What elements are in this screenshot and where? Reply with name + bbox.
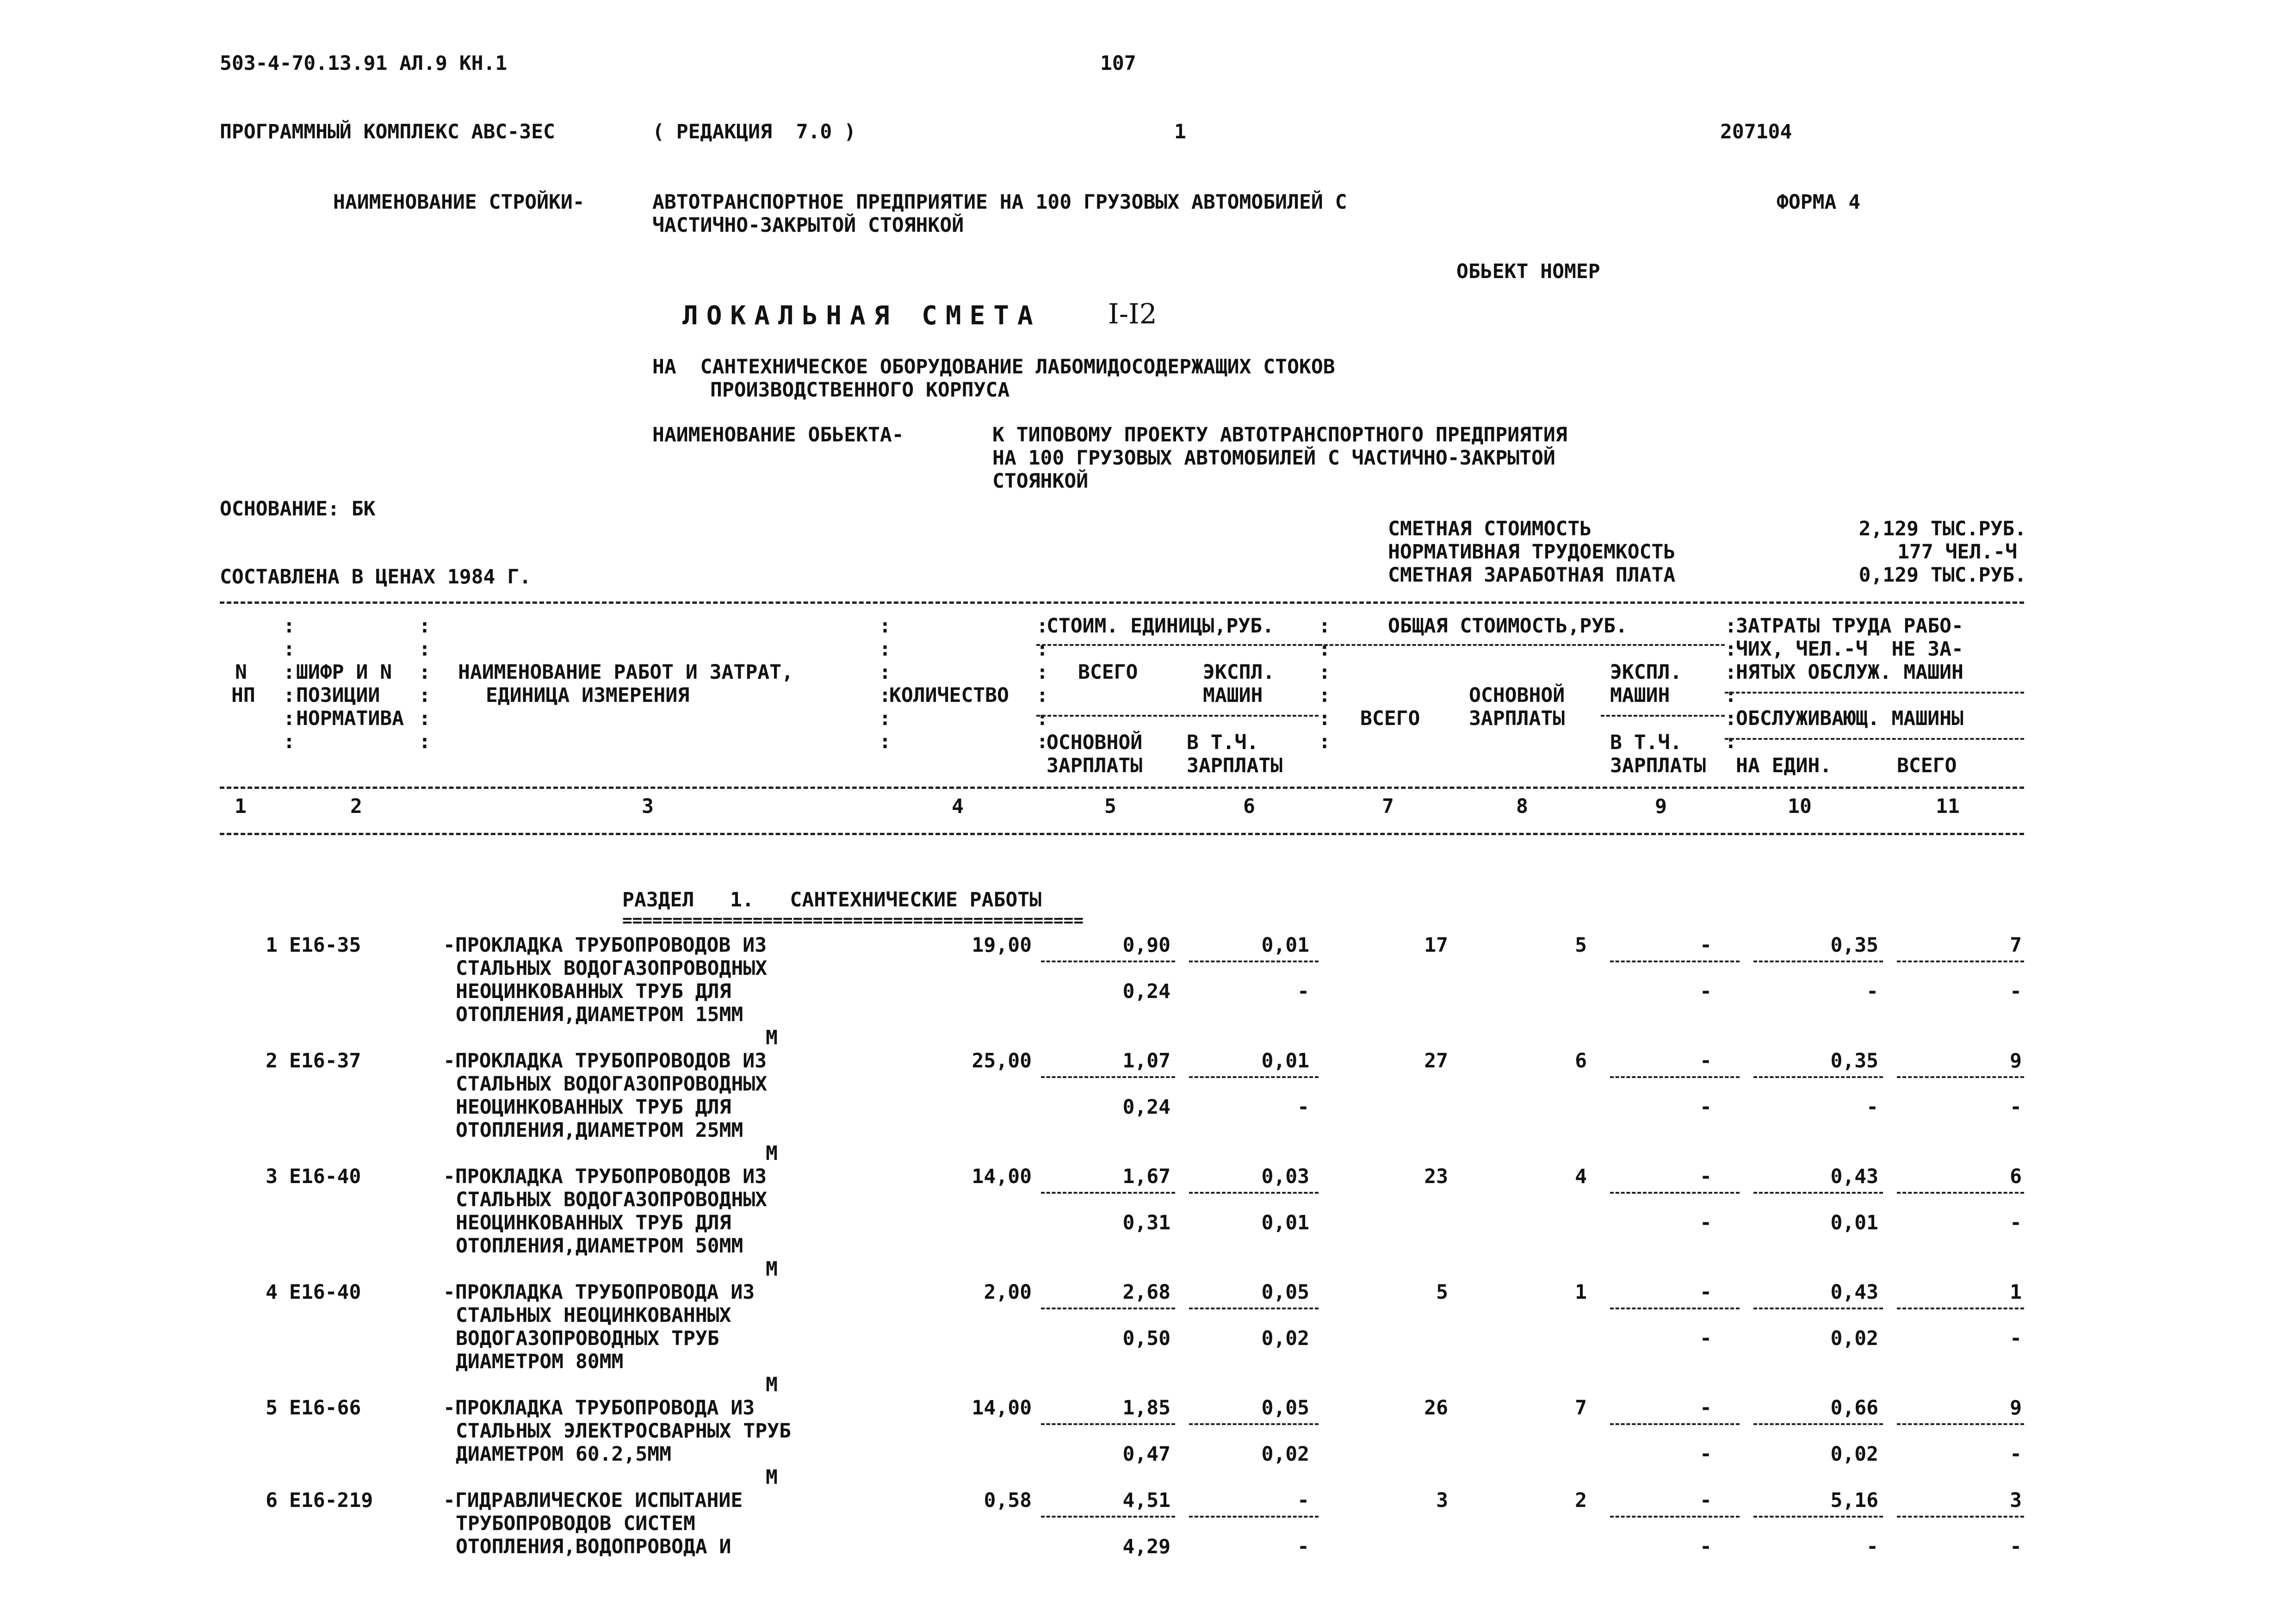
row-unit: М xyxy=(766,1373,778,1396)
row-labor-rule xyxy=(1753,1192,1883,1194)
header-overall-incl-line1: В Т.Ч. xyxy=(1610,731,1682,754)
row-unit-incl: - xyxy=(1297,1535,1309,1558)
row-unit-total: 1,67 xyxy=(1122,1165,1171,1188)
row-cost-expl-wages: - xyxy=(1700,1096,1712,1119)
row-number: 2 xyxy=(266,1049,278,1072)
row-labor-rule xyxy=(1897,1308,2024,1309)
header-np: НП xyxy=(231,684,255,707)
column-number-2: 2 xyxy=(350,795,362,818)
row-unit-incl: 0,02 xyxy=(1261,1327,1309,1350)
row-description-line: -ПРОКЛАДКА ТРУБОПРОВОДОВ ИЗ xyxy=(443,1049,767,1072)
summary-label-cost: СМЕТНАЯ СТОИМОСТЬ xyxy=(1388,517,1592,540)
column-number-10: 10 xyxy=(1788,795,1812,818)
header-quantity: КОЛИЧЕСТВО xyxy=(889,684,1009,707)
row-unit-incl: 0,02 xyxy=(1261,1443,1309,1466)
summary-value-cost: 2,129 ТЫС.РУБ. xyxy=(1858,517,2026,540)
row-quantity: 14,00 xyxy=(972,1165,1032,1188)
header-labor-total: ВСЕГО xyxy=(1897,754,1957,777)
row-description-line: СТАЛЬНЫХ НЕОЦИНКОВАННЫХ xyxy=(456,1304,731,1327)
row-code: Е16-40 xyxy=(289,1281,361,1304)
row-cost-rule xyxy=(1610,1423,1740,1425)
header-unit-cost-rule xyxy=(1036,644,1319,646)
row-unit-expl: 0,05 xyxy=(1261,1281,1309,1304)
header-overall-rule xyxy=(1319,644,1725,646)
object-name-line3: СТОЯНКОЙ xyxy=(992,470,1089,493)
row-cost-rule xyxy=(1610,1192,1740,1194)
row-labor-service-total: - xyxy=(2010,1096,2022,1119)
row-cost-expl: - xyxy=(1700,1396,1712,1419)
header-separators-f: : : : : : : xyxy=(1725,614,1737,753)
row-cost-basic: 5 xyxy=(1575,934,1587,957)
header-overall-basic-line1: ОСНОВНОЙ xyxy=(1469,684,1565,707)
header-labor-line1: ЗАТРАТЫ ТРУДА РАБО- xyxy=(1736,614,1963,638)
column-number-9: 9 xyxy=(1655,795,1667,818)
row-labor-rule xyxy=(1753,1308,1883,1309)
construction-label: НАИМЕНОВАНИЕ СТРОЙКИ- xyxy=(333,191,585,214)
row-cost-expl: - xyxy=(1700,1049,1712,1072)
header-unit-total: ВСЕГО xyxy=(1078,661,1138,684)
row-quantity: 19,00 xyxy=(972,934,1032,957)
object-name-line2: НА 100 ГРУЗОВЫХ АВТОМОБИЛЕЙ С ЧАСТИЧНО-ЗАКРЫТОЙ xyxy=(992,446,1555,470)
header-labor-line3: НЯТЫХ ОБСЛУЖ. МАШИН xyxy=(1736,661,1963,684)
row-labor-total: 9 xyxy=(2010,1396,2022,1419)
row-unit: М xyxy=(766,1142,778,1165)
row-unit-incl: - xyxy=(1297,1096,1309,1119)
section-underline: ============================================== xyxy=(622,911,1084,930)
row-labor-per-unit: 0,35 xyxy=(1830,1049,1878,1072)
header-separators-b: : : : : : : xyxy=(419,614,431,753)
row-quantity: 14,00 xyxy=(972,1396,1032,1419)
row-number: 6 xyxy=(266,1489,278,1512)
summary-value-labor: 177 ЧЕЛ.-Ч xyxy=(1897,540,2017,564)
row-labor-rule xyxy=(1753,1076,1883,1078)
row-unit-expl: 0,01 xyxy=(1261,1049,1309,1072)
row-cost-rule xyxy=(1610,961,1740,962)
header-overall-expl-line2: МАШИН xyxy=(1610,684,1670,707)
row-cost-expl: - xyxy=(1700,1165,1712,1188)
row-unit-rule xyxy=(1189,1423,1319,1425)
row-labor-service: - xyxy=(1866,1535,1878,1558)
column-number-11: 11 xyxy=(1936,795,1960,818)
row-unit-expl: 0,03 xyxy=(1261,1165,1309,1188)
row-labor-rule xyxy=(1897,1192,2024,1194)
column-number-8: 8 xyxy=(1516,795,1528,818)
row-description-line: ДИАМЕТРОМ 60.2,5ММ xyxy=(456,1443,671,1466)
row-unit-total: 2,68 xyxy=(1122,1281,1171,1304)
program-name: ПРОГРАММНЫЙ КОМПЛЕКС АВС-3ЕС xyxy=(220,120,555,143)
header-overall-sub-rule xyxy=(1601,715,1725,717)
program-edition: ( РЕДАКЦИЯ 7.0 ) xyxy=(652,120,856,143)
summary-label-wages: СМЕТНАЯ ЗАРАБОТНАЯ ПЛАТА xyxy=(1388,564,1676,587)
header-overall-cost: ОБЩАЯ СТОИМОСТЬ,РУБ. xyxy=(1388,614,1628,638)
row-unit: М xyxy=(766,1026,778,1049)
row-labor-service-total: - xyxy=(2010,1327,2022,1350)
row-cost-total: 26 xyxy=(1424,1396,1448,1419)
row-code: Е16-40 xyxy=(289,1165,361,1188)
row-labor-service: - xyxy=(1866,980,1878,1003)
row-description-line: СТАЛЬНЫХ ВОДОГАЗОПРОВОДНЫХ xyxy=(456,957,768,980)
header-separators-a: : : : : : : xyxy=(283,614,295,753)
row-number: 5 xyxy=(266,1396,278,1419)
row-description-line: СТАЛЬНЫХ ВОДОГАЗОПРОВОДНЫХ xyxy=(456,1072,768,1096)
header-code-line3: НОРМАТИВА xyxy=(296,707,404,730)
row-labor-rule xyxy=(1897,1076,2024,1078)
row-unit-rule xyxy=(1189,1308,1319,1309)
row-description-line: ОТОПЛЕНИЯ,ВОДОПРОВОДА И xyxy=(456,1535,731,1558)
row-cost-basic: 4 xyxy=(1575,1165,1587,1188)
row-description-line: ОТОПЛЕНИЯ,ДИАМЕТРОМ 15ММ xyxy=(456,1003,743,1026)
row-unit-expl: 0,05 xyxy=(1261,1396,1309,1419)
row-unit-basic: 0,47 xyxy=(1122,1443,1171,1466)
row-cost-rule xyxy=(1610,1076,1740,1078)
row-labor-rule xyxy=(1897,1423,2024,1425)
row-cost-expl: - xyxy=(1700,934,1712,957)
row-unit-expl: 0,01 xyxy=(1261,934,1309,957)
row-labor-total: 3 xyxy=(2010,1489,2022,1512)
estimate-subject-line2: ПРОИЗВОДСТВЕННОГО КОРПУСА xyxy=(710,378,1010,402)
row-cost-total: 5 xyxy=(1436,1281,1448,1304)
header-unit-expl-line2: МАШИН xyxy=(1203,684,1263,707)
row-labor-service: 0,01 xyxy=(1830,1211,1878,1234)
row-unit-total: 1,07 xyxy=(1122,1049,1171,1072)
row-labor-rule xyxy=(1753,1516,1883,1518)
row-cost-expl-wages: - xyxy=(1700,1327,1712,1350)
row-description-line: ОТОПЛЕНИЯ,ДИАМЕТРОМ 25ММ xyxy=(456,1119,743,1142)
row-description-line: ДИАМЕТРОМ 80ММ xyxy=(456,1350,624,1373)
row-cost-total: 23 xyxy=(1424,1165,1448,1188)
doc-code: 503-4-70.13.91 АЛ.9 КН.1 xyxy=(220,52,508,75)
row-unit-expl: - xyxy=(1297,1489,1309,1512)
header-name-line1: НАИМЕНОВАНИЕ РАБОТ И ЗАТРАТ, xyxy=(458,661,793,684)
header-unit-cost: СТОИМ. ЕДИНИЦЫ,РУБ. xyxy=(1047,614,1274,638)
header-code-line1: ШИФР И N xyxy=(296,661,392,684)
object-name-line1: К ТИПОВОМУ ПРОЕКТУ АВТОТРАНСПОРТНОГО ПРЕДПРИЯТИЯ xyxy=(992,423,1567,446)
estimate-title: ЛОКАЛЬНАЯ СМЕТА xyxy=(682,301,1041,331)
row-cost-expl: - xyxy=(1700,1281,1712,1304)
row-cost-total: 27 xyxy=(1424,1049,1448,1072)
column-number-6: 6 xyxy=(1243,795,1255,818)
header-overall-basic-line2: ЗАРПЛАТЫ xyxy=(1469,707,1565,730)
row-description-line: -ПРОКЛАДКА ТРУБОПРОВОДА ИЗ xyxy=(443,1396,755,1419)
row-code: Е16-35 xyxy=(289,934,361,957)
object-number-label: ОБЬЕКТ НОМЕР xyxy=(1456,260,1600,283)
row-description-line: -ГИДРАВЛИЧЕСКОЕ ИСПЫТАНИЕ xyxy=(443,1489,743,1512)
construction-name-line2: ЧАСТИЧНО-ЗАКРЫТОЙ СТОЯНКОЙ xyxy=(652,214,964,237)
section-title: РАЗДЕЛ 1. САНТЕХНИЧЕСКИЕ РАБОТЫ xyxy=(622,888,1042,911)
row-cost-expl-wages: - xyxy=(1700,1535,1712,1558)
header-n: N xyxy=(235,661,247,684)
row-labor-service-total: - xyxy=(2010,1535,2022,1558)
row-cost-expl: - xyxy=(1700,1489,1712,1512)
row-code: Е16-37 xyxy=(289,1049,361,1072)
header-labor-line4: ОБСЛУЖИВАЮЩ. МАШИНЫ xyxy=(1736,707,1963,730)
row-cost-basic: 6 xyxy=(1575,1049,1587,1072)
row-labor-service-total: - xyxy=(2010,1211,2022,1234)
column-number-1: 1 xyxy=(235,795,247,818)
header-labor-line2: ЧИХ, ЧЕЛ.-Ч НЕ ЗА- xyxy=(1736,638,1963,661)
estimate-subject-line1: НА САНТЕХНИЧЕСКОЕ ОБОРУДОВАНИЕ ЛАБОМИДОСОДЕРЖАЩИХ СТОКОВ xyxy=(652,355,1335,378)
row-number: 3 xyxy=(266,1165,278,1188)
row-unit-rule xyxy=(1041,1076,1175,1078)
row-unit-total: 1,85 xyxy=(1122,1396,1171,1419)
row-labor-total: 1 xyxy=(2010,1281,2022,1304)
row-code: Е16-219 xyxy=(289,1489,373,1512)
row-description-line: СТАЛЬНЫХ ЭЛЕКТРОСВАРНЫХ ТРУБ xyxy=(456,1419,791,1443)
row-description-line: -ПРОКЛАДКА ТРУБОПРОВОДА ИЗ xyxy=(443,1281,755,1304)
row-labor-per-unit: 0,43 xyxy=(1830,1165,1878,1188)
row-number: 4 xyxy=(266,1281,278,1304)
construction-name-line1: АВТОТРАНСПОРТНОЕ ПРЕДПРИЯТИЕ НА 100 ГРУЗОВЫХ АВТОМОБИЛЕЙ С xyxy=(652,191,1347,214)
estimate-number: I-I2 xyxy=(1108,298,1157,330)
row-labor-total: 6 xyxy=(2010,1165,2022,1188)
row-unit-basic: 0,24 xyxy=(1122,1096,1171,1119)
row-quantity: 0,58 xyxy=(984,1489,1032,1512)
row-unit-rule xyxy=(1189,961,1319,962)
row-description-line: -ПРОКЛАДКА ТРУБОПРОВОДОВ ИЗ xyxy=(443,1165,767,1188)
header-labor-per-unit: НА ЕДИН. xyxy=(1736,754,1832,777)
header-separators-c: : : : : : : xyxy=(879,614,891,753)
row-description-line: -ПРОКЛАДКА ТРУБОПРОВОДОВ ИЗ xyxy=(443,934,767,957)
row-cost-basic: 7 xyxy=(1575,1396,1587,1419)
row-unit: М xyxy=(766,1258,778,1281)
header-labor-rule2 xyxy=(1725,738,2024,740)
column-number-5: 5 xyxy=(1104,795,1116,818)
row-labor-service: 0,02 xyxy=(1830,1327,1878,1350)
row-cost-expl-wages: - xyxy=(1700,1443,1712,1466)
header-name-line2: ЕДИНИЦА ИЗМЕРЕНИЯ xyxy=(486,684,690,707)
row-cost-total: 17 xyxy=(1424,934,1448,957)
price-basis: СОСТАВЛЕНА В ЦЕНАХ 1984 Г. xyxy=(220,565,532,589)
row-description-line: НЕОЦИНКОВАННЫХ ТРУБ ДЛЯ xyxy=(456,1096,731,1119)
row-unit-rule xyxy=(1189,1076,1319,1078)
header-overall-incl-line2: ЗАРПЛАТЫ xyxy=(1610,754,1706,777)
row-unit: М xyxy=(766,1466,778,1489)
row-labor-per-unit: 5,16 xyxy=(1830,1489,1878,1512)
row-unit-rule xyxy=(1189,1516,1319,1518)
row-cost-rule xyxy=(1610,1516,1740,1518)
row-cost-expl-wages: - xyxy=(1700,980,1712,1003)
row-unit-rule xyxy=(1041,1423,1175,1425)
header-unit-expl-line1: ЭКСПЛ. xyxy=(1203,661,1275,684)
sheet-number: 1 xyxy=(1174,120,1186,143)
row-description-line: ТРУБОПРОВОДОВ СИСТЕМ xyxy=(456,1512,695,1535)
row-cost-basic: 2 xyxy=(1575,1489,1587,1512)
table-top-rule xyxy=(220,601,2024,604)
row-labor-per-unit: 0,35 xyxy=(1830,934,1878,957)
row-unit-rule xyxy=(1041,1192,1175,1194)
row-unit-basic: 4,29 xyxy=(1122,1535,1171,1558)
row-labor-service: 0,02 xyxy=(1830,1443,1878,1466)
row-quantity: 25,00 xyxy=(972,1049,1032,1072)
header-separators-e: : : : : : : xyxy=(1319,614,1331,753)
row-unit-rule xyxy=(1041,1308,1175,1309)
row-labor-rule xyxy=(1753,961,1883,962)
row-labor-service: - xyxy=(1866,1096,1878,1119)
header-code-line2: ПОЗИЦИИ xyxy=(296,684,380,707)
row-quantity: 2,00 xyxy=(984,1281,1032,1304)
document-code: 207104 xyxy=(1720,120,1792,143)
object-label: НАИМЕНОВАНИЕ ОБЬЕКТА- xyxy=(652,423,904,446)
row-unit-incl: 0,01 xyxy=(1261,1211,1309,1234)
header-separators-d: : : : : : : xyxy=(1036,614,1048,753)
row-labor-total: 7 xyxy=(2010,934,2022,957)
row-description-line: НЕОЦИНКОВАННЫХ ТРУБ ДЛЯ xyxy=(456,1211,731,1234)
row-labor-per-unit: 0,43 xyxy=(1830,1281,1878,1304)
row-unit-rule xyxy=(1189,1192,1319,1194)
header-unit-basic-line2: ЗАРПЛАТЫ xyxy=(1047,754,1143,777)
summary-value-wages: 0,129 ТЫС.РУБ. xyxy=(1858,564,2026,587)
header-labor-rule1 xyxy=(1725,692,2024,694)
row-number: 1 xyxy=(266,934,278,957)
row-description-line: НЕОЦИНКОВАННЫХ ТРУБ ДЛЯ xyxy=(456,980,731,1003)
row-cost-rule xyxy=(1610,1308,1740,1309)
row-unit-basic: 0,50 xyxy=(1122,1327,1171,1350)
header-unit-basic-line1: ОСНОВНОЙ xyxy=(1047,731,1143,754)
row-labor-rule xyxy=(1897,961,2024,962)
header-overall-total: ВСЕГО xyxy=(1360,707,1420,730)
row-cost-total: 3 xyxy=(1436,1489,1448,1512)
row-cost-basic: 1 xyxy=(1575,1281,1587,1304)
row-description-line: СТАЛЬНЫХ ВОДОГАЗОПРОВОДНЫХ xyxy=(456,1188,768,1211)
row-labor-rule xyxy=(1753,1423,1883,1425)
basis: ОСНОВАНИЕ: БК xyxy=(220,497,376,521)
column-number-7: 7 xyxy=(1382,795,1394,818)
row-unit-rule xyxy=(1041,961,1175,962)
header-rule xyxy=(220,787,2024,789)
page-number: 107 xyxy=(1100,52,1136,75)
row-labor-service-total: - xyxy=(2010,980,2022,1003)
header-unit-incl-line2: ЗАРПЛАТЫ xyxy=(1187,754,1283,777)
row-description-line: ВОДОГАЗОПРОВОДНЫХ ТРУБ xyxy=(456,1327,719,1350)
row-unit-incl: - xyxy=(1297,980,1309,1003)
row-description-line: ОТОПЛЕНИЯ,ДИАМЕТРОМ 50ММ xyxy=(456,1234,743,1258)
row-unit-basic: 0,24 xyxy=(1122,980,1171,1003)
row-unit-basic: 0,31 xyxy=(1122,1211,1171,1234)
row-labor-service-total: - xyxy=(2010,1443,2022,1466)
row-unit-total: 4,51 xyxy=(1122,1489,1171,1512)
row-code: Е16-66 xyxy=(289,1396,361,1419)
summary-label-labor: НОРМАТИВНАЯ ТРУДОЕМКОСТЬ xyxy=(1388,540,1676,564)
header-unit-incl-line1: В Т.Ч. xyxy=(1187,731,1259,754)
column-number-4: 4 xyxy=(952,795,964,818)
row-unit-total: 0,90 xyxy=(1122,934,1171,957)
header-overall-expl-line1: ЭКСПЛ. xyxy=(1610,661,1682,684)
row-labor-rule xyxy=(1897,1516,2024,1518)
row-cost-expl-wages: - xyxy=(1700,1211,1712,1234)
row-labor-per-unit: 0,66 xyxy=(1830,1396,1878,1419)
row-labor-total: 9 xyxy=(2010,1049,2022,1072)
column-numbers-rule xyxy=(220,833,2024,835)
row-unit-rule xyxy=(1041,1516,1175,1518)
form-number: ФОРМА 4 xyxy=(1777,191,1861,214)
column-number-3: 3 xyxy=(642,795,654,818)
header-unit-sub-rule xyxy=(1036,715,1319,717)
